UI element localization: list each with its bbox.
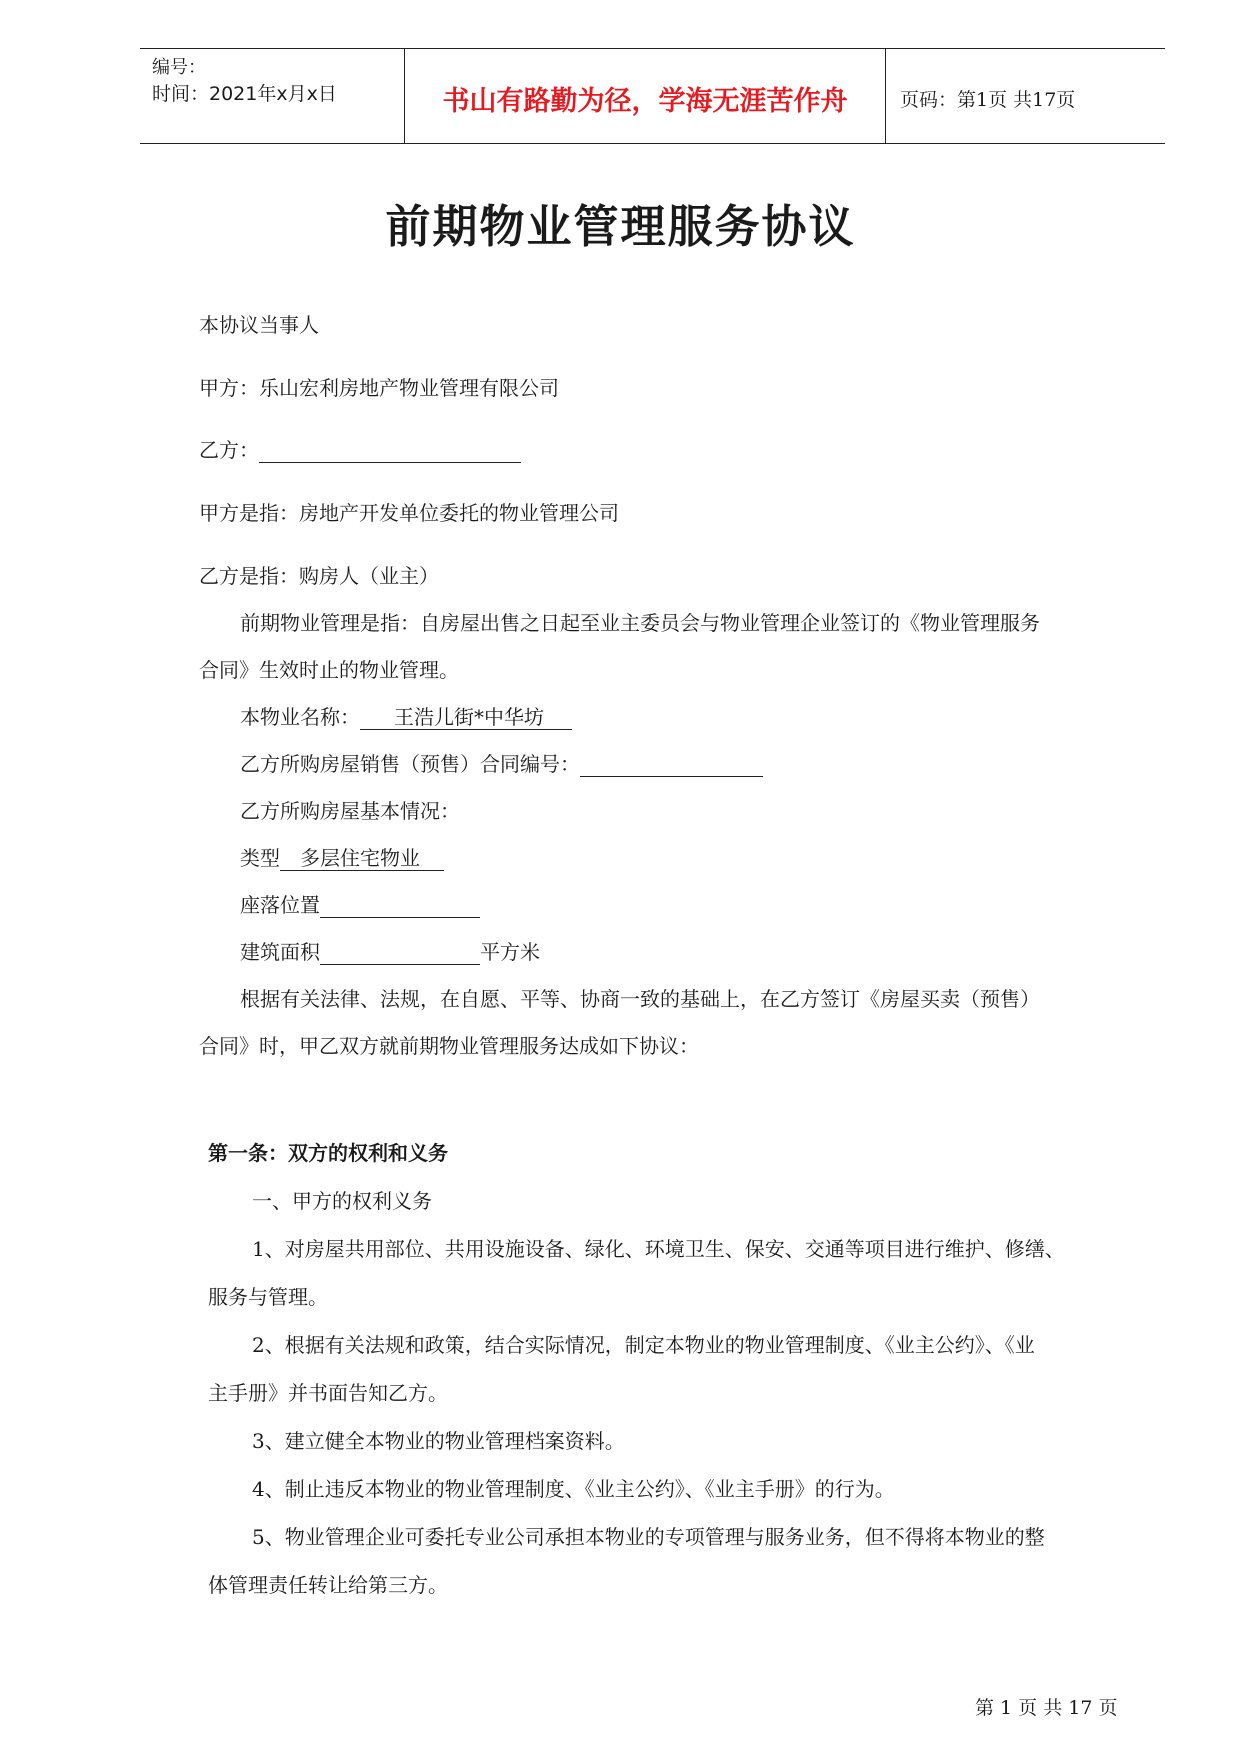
location-line — [240, 889, 480, 918]
document-time-label: 时间：2021年x月x日 — [152, 83, 337, 105]
item-4: 4、制止违反本物业的物业管理制度、《业主公约》、《业主手册》的行为。 — [252, 1477, 895, 1501]
area-line — [240, 936, 540, 965]
contract-number-line — [240, 748, 763, 777]
item-5-line-2: 体管理责任转让给第三方。 — [208, 1573, 448, 1597]
location-blank[interactable] — [320, 895, 480, 918]
item-2-line-1: 2、根据有关法规和政策，结合实际情况，制定本物业的物业管理制度、《业主公约》、《业 — [252, 1333, 1035, 1357]
party-b-label: 乙方： — [199, 438, 259, 462]
type-label: 类型 — [240, 846, 280, 870]
contract-number-blank[interactable] — [580, 754, 763, 777]
property-name-label: 本物业名称： — [240, 705, 360, 729]
type-line — [240, 842, 444, 871]
section-1-heading: 一、甲方的权利义务 — [252, 1189, 432, 1213]
area-label: 建筑面积 — [240, 940, 320, 964]
contract-number-label: 乙方所购房屋销售（预售）合同编号： — [240, 752, 580, 776]
basic-info-heading: 乙方所购房屋基本情况： — [240, 799, 460, 823]
item-5-line-1: 5、物业管理企业可委托专业公司承担本物业的专项管理与服务业务，但不得将本物业的整 — [252, 1525, 1045, 1549]
party-b-line — [199, 434, 521, 463]
header-cell-motto — [405, 49, 886, 143]
basis-line-1: 根据有关法律、法规，在自愿、平等、协商一致的基础上，在乙方签订《房屋买卖（预售） — [240, 987, 1040, 1011]
header-cell-page — [886, 49, 1165, 143]
header-cell-info — [140, 49, 405, 143]
header-motto: 书山有路勤为径，学海无涯苦作舟 — [442, 86, 848, 117]
item-1-line-1: 1、对房屋共用部位、共用设施设备、绿化、环境卫生、保安、交通等项目进行维护、修缮、 — [252, 1237, 1065, 1261]
area-unit: 平方米 — [480, 940, 540, 964]
header-table — [140, 48, 1165, 144]
property-name-line — [240, 701, 572, 730]
header-page-label: 页码：第1页 共17页 — [900, 89, 1076, 111]
party-b-blank[interactable] — [259, 440, 521, 463]
footer-page-number: 第 1 页 共 17 页 — [975, 1697, 1118, 1719]
parties-heading: 本协议当事人 — [199, 313, 319, 337]
type-value: 多层住宅物业 — [280, 846, 444, 871]
area-blank[interactable] — [320, 942, 480, 965]
document-number-label: 编号： — [152, 57, 206, 78]
definition-line-2: 合同》生效时止的物业管理。 — [199, 658, 459, 682]
item-2-line-2: 主手册》并书面告知乙方。 — [208, 1381, 448, 1405]
article-1-title: 第一条：双方的权利和义务 — [208, 1141, 448, 1165]
basis-line-2: 合同》时，甲乙双方就前期物业管理服务达成如下协议： — [199, 1034, 699, 1058]
location-label: 座落位置 — [240, 893, 320, 917]
party-a-line: 甲方：乐山宏利房地产物业管理有限公司 — [199, 376, 559, 400]
definition-line-1: 前期物业管理是指：自房屋出售之日起至业主委员会与物业管理企业签订的《物业管理服务 — [240, 611, 1040, 635]
document-title: 前期物业管理服务协议 — [385, 200, 856, 253]
item-3: 3、建立健全本物业的物业管理档案资料。 — [252, 1429, 625, 1453]
party-a-definition: 甲方是指：房地产开发单位委托的物业管理公司 — [199, 501, 619, 525]
item-1-line-2: 服务与管理。 — [208, 1285, 328, 1309]
property-name-value: 王浩儿街*中华坊 — [360, 705, 572, 730]
party-b-definition: 乙方是指：购房人（业主） — [199, 564, 439, 588]
